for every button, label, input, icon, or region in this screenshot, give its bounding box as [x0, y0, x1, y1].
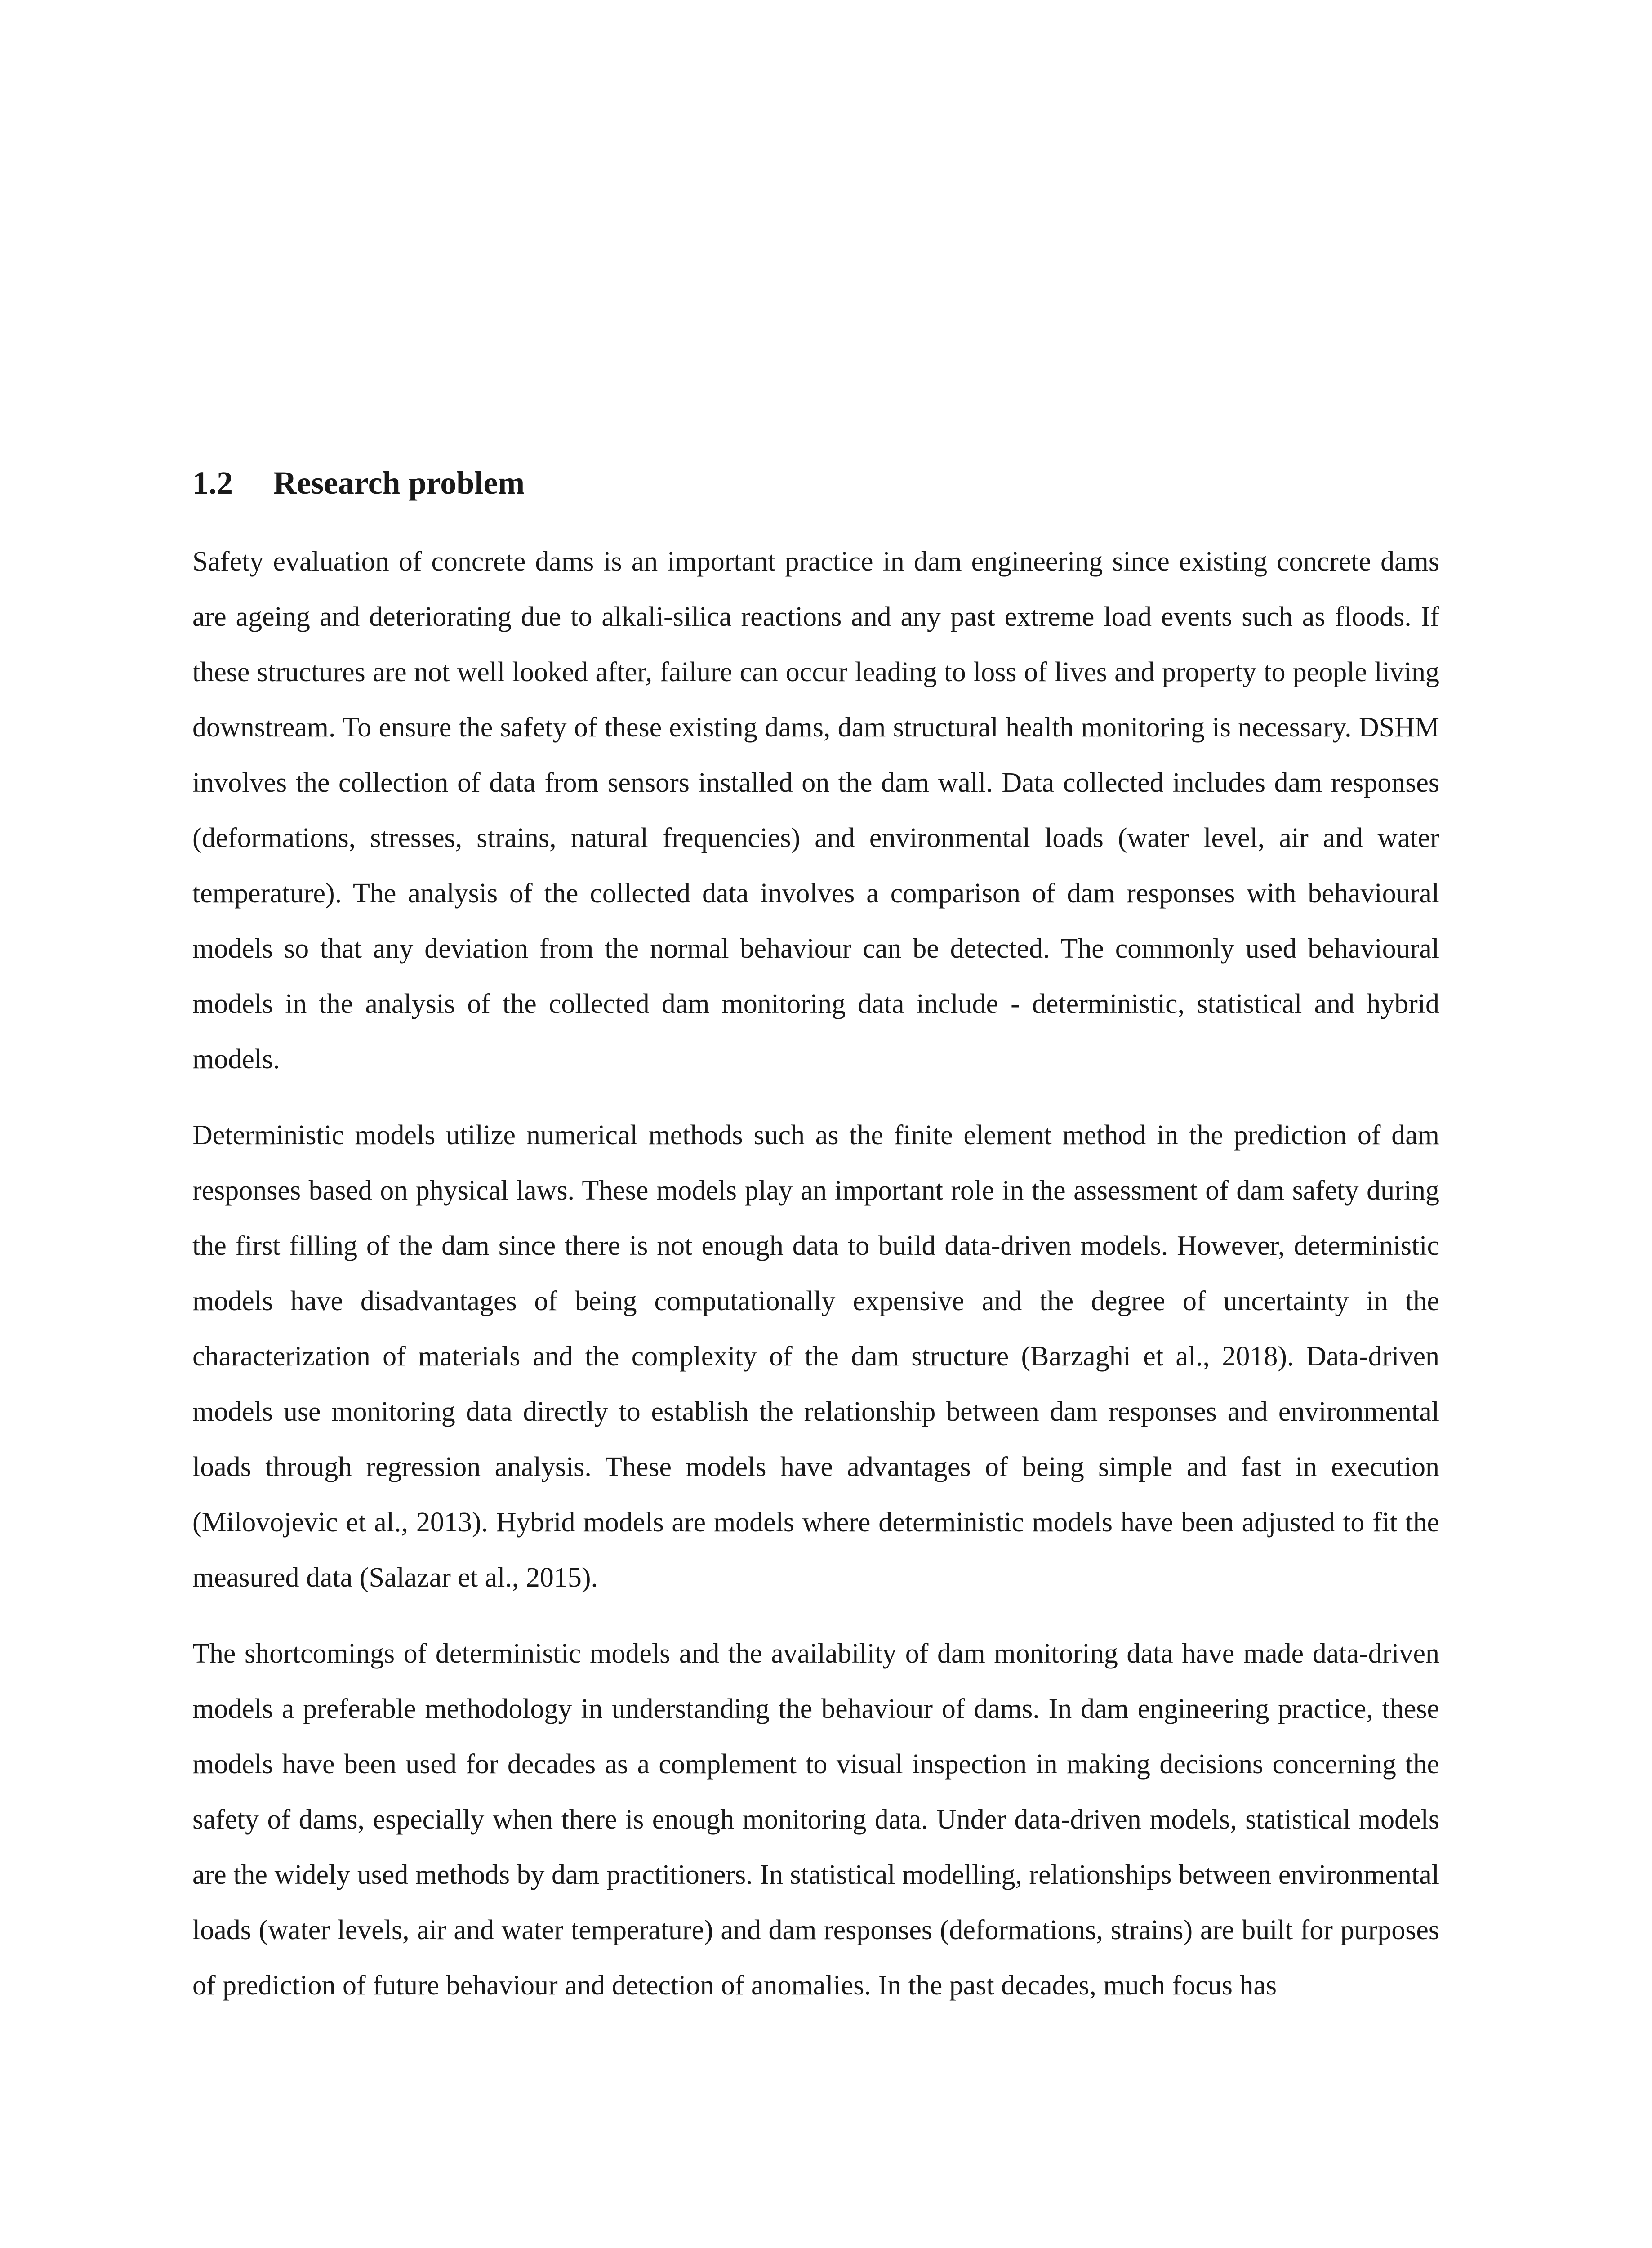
section-heading [192, 467, 1439, 499]
section-number: 1.2 [192, 465, 233, 501]
page-content [192, 467, 1439, 2034]
paragraph-1: Safety evaluation of concrete dams is an important practice in dam engineering since existing concrete dams are ageing and deteriorating due to alkali-silica reactions and any past extreme load events such as floods. If these structures are not well looked after, failure can occur leading to loss of lives and property to people living downstream. To ensure the safety of these existing dams, dam structural health monitoring is necessary. DSHM involves the collection of data from sensors installed on the dam wall. Data collected includes dam responses (deformations, stresses, strains, natural frequencies) and environmental loads (water level, air and water temperature). The analysis of the collected data involves a comparison of dam responses with behavioural models so that any deviation from the normal behaviour can be detected. The commonly used behavioural models in the analysis of the collected dam monitoring data include - deterministic, statistical and hybrid models. [192, 546, 1439, 1075]
paragraph-3: The shortcomings of deterministic models and the availability of dam monitoring data have made data-driven models a preferable methodology in understanding the behaviour of dams. In dam engineering practice, these models have been used for decades as a complement to visual inspection in making decisions concerning the safety of dams, especially when there is enough monitoring data. Under data-driven models, statistical models are the widely used methods by dam practitioners. In statistical modelling, relationships between environmental loads (water levels, air and water temperature) and dam responses (deformations, strains) are built for purposes of prediction of future behaviour and detection of anomalies. In the past decades, much focus has [192, 1638, 1439, 2001]
section-title: Research problem [273, 465, 525, 501]
paragraph-2: Deterministic models utilize numerical methods such as the finite element method in the prediction of dam responses based on physical laws. These models play an important role in the assessment of dam safety during the first filling of the dam since there is not enough data to build data-driven models. However, deterministic models have disadvantages of being computationally expensive and the degree of uncertainty in the characterization of materials and the complexity of the dam structure (Barzaghi et al., 2018). Data-driven models use monitoring data directly to establish the relationship between dam responses and environmental loads through regression analysis. These models have advantages of being simple and fast in execution (Milovojevic et al., 2013). Hybrid models are models where deterministic models have been adjusted to fit the measured data (Salazar et al., 2015). [192, 1120, 1439, 1593]
